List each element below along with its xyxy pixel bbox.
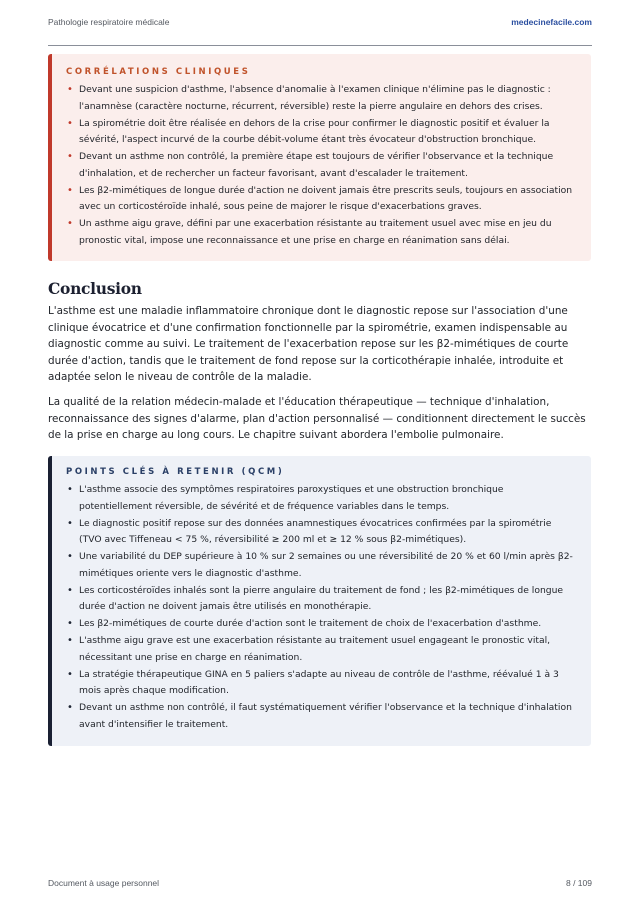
conclusion-heading: Conclusion [48,279,142,298]
list-item [66,482,575,515]
bullet-icon: • [67,484,73,495]
bullet-icon: • [67,218,73,229]
bullet-icon: • [67,702,73,713]
bullet-icon: • [67,668,73,680]
conclusion-paragraph-1: L'asthme est une maladie inflammatoire chronique dont le diagnostic repose sur l'association d'une clinique évocatrice et d'une confirmation fonctionnelle par la spirométrie, examen indispensable au diagnostic comme au suivi. Le traitement de l'exacerbation repose sur les β2-mimétiques de courte durée d'action, tandis que le traitement de fond repose sur la corticothérapie inhalée, introduite et adaptée selon le niveau de contrôle de la maladie. [48,305,569,384]
bullet-icon: • [67,584,73,596]
list-item [66,516,575,549]
list-item [66,616,575,633]
list-item-text: Devant un asthme non contrôlé, il faut systématiquement vérifier l'observance et la technique d'inhalation avant d'intensifier le traitement. [79,702,572,730]
list-item [66,82,575,115]
list-item-text: L'asthme aigu grave est une exacerbation résistante au traitement usuel engageant le pronostic vital, nécessitant une prise en charge en réanimation. [79,635,551,663]
list-item-text: Les β2-mimétiques de longue durée d'action ne doivent jamais être prescrits seuls, toujours en association avec un corticostéroïde inhalé, sous peine de majorer le risque d'exacerbations graves. [79,184,573,212]
page-header [48,14,592,30]
site-link[interactable]: medecinefacile.com [511,17,592,27]
list-item-text: La stratégie thérapeutique GINA en 5 paliers s'adapte au niveau de contrôle de l'asthme, réévalué 1 à 3 mois après chaque modification. [79,668,559,696]
clinical-box-title: CORRÉLATIONS CLINIQUES [66,67,251,77]
list-item [66,633,575,666]
list-item-text: L'asthme associe des symptômes respiratoires paroxystiques et une obstruction bronchique potentiellement réversible, de sévérité et de fréquence variables dans le temps. [79,484,504,512]
list-item-text: Devant une suspicion d'asthme, l'absence d'anomalie à l'examen clinique n'élimine pas le diagnostic : l'anamnèse (caractère nocturne, récurrent, réversible) reste la pierre angulaire en dehors des crises. [79,84,551,112]
list-item [66,149,575,182]
running-title: Pathologie respiratoire médicale [48,17,170,27]
key-points-title: POINTS CLÉS À RETENIR (QCM) [66,467,285,477]
header-divider [48,45,592,46]
list-item-text: Devant un asthme non contrôlé, la première étape est toujours de vérifier l'observance et la technique d'inhalation, et de rechercher un facteur favorisant, avant d'escalader le traitement. [79,151,554,179]
list-item [66,700,575,733]
list-item-text: Les β2-mimétiques de courte durée d'action sont le traitement de choix de l'exacerbation d'asthme. [79,618,542,629]
bullet-icon: • [67,151,73,162]
list-item [66,116,575,149]
clinical-correlations-box [48,54,591,261]
footer-note: Document à usage personnel [48,878,160,888]
list-item [66,216,575,249]
bullet-icon: • [67,184,73,196]
conclusion-paragraph-2: La qualité de la relation médecin-malade et l'éducation thérapeutique — technique d'inhalation, reconnaissance des signes d'alarme, plan d'action personnalisé — conditionnent directement le succès de la prise en charge au long cours. Le chapitre suivant abordera l'embolie pulmonaire. [48,396,586,442]
list-item [66,583,575,616]
key-points-list [66,482,575,733]
clinical-list [66,82,575,249]
list-item [66,549,575,582]
list-item-text: Le diagnostic positif repose sur des données anamnestiques évocatrices confirmées par la spirométrie (TVO avec Tiffeneau < 75 %, réversibilité ≥ 200 ml et ≥ 12 % sous β2-mimétiques). [79,517,552,545]
bullet-icon: • [67,618,73,629]
page-footer [48,878,592,888]
list-item-text: Les corticostéroïdes inhalés sont la pierre angulaire du traitement de fond ; les β2-mimétiques de longue durée d'action ne doivent jamais être utilisés en monothérapie. [79,584,564,612]
list-item-text: La spirométrie doit être réalisée en dehors de la crise pour confirmer le diagnostic positif et évaluer la sévérité, l'aspect incurvé de la courbe débit-volume étant très évocateur d'obstruction bronchique. [79,117,550,145]
bullet-icon: • [67,517,73,529]
list-item [66,183,575,216]
bullet-icon: • [67,117,73,129]
list-item-text: Un asthme aigu grave, défini par une exacerbation résistante au traitement usuel avec mise en jeu du pronostic vital, impose une reconnaissance et une prise en charge en réanimation sans délai. [79,218,552,246]
key-points-box [48,456,591,746]
list-item [66,667,575,700]
list-item-text: Une variabilité du DEP supérieure à 10 % sur 2 semaines ou une réversibilité de 20 % et 60 l/min après β2-mimétiques oriente vers le diagnostic d'asthme. [79,551,573,579]
bullet-icon: • [67,635,73,646]
bullet-icon: • [67,84,73,95]
page-number: 8 / 109 [566,878,592,888]
bullet-icon: • [67,551,73,562]
